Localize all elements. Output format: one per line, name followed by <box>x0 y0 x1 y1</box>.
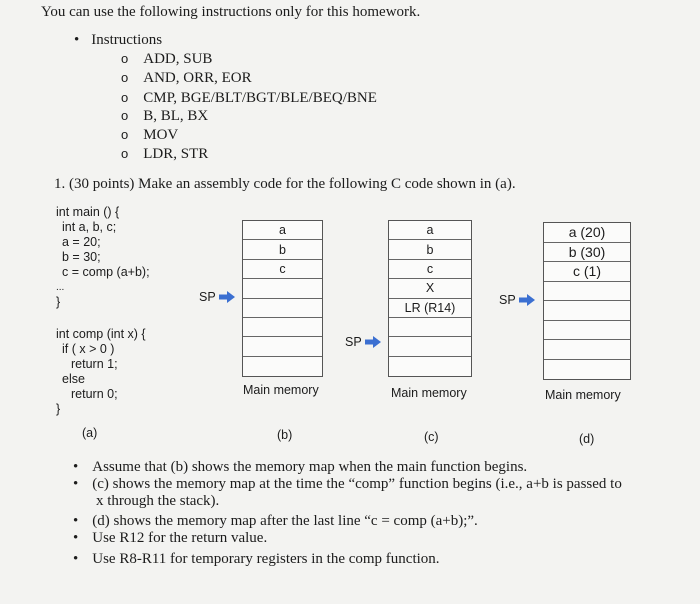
memory-cell: c (1) <box>544 262 630 282</box>
memory-cell: b (30) <box>544 243 630 263</box>
instruction-item: o ADD, SUB <box>121 51 213 67</box>
sp-pointer-b <box>199 290 235 304</box>
memory-cell: c <box>389 260 471 279</box>
question-text: 1. (30 points) Make an assembly code for the following C code shown in (a). <box>54 176 516 192</box>
intro-text: You can use the following instructions only for this homework. <box>41 4 421 20</box>
memory-cell <box>544 282 630 302</box>
code-main-line: } <box>56 295 61 309</box>
code-comp-line: } <box>56 402 61 416</box>
caption-b: (b) <box>277 428 293 442</box>
memory-cell <box>389 337 471 356</box>
note-item: • Use R12 for the return value. <box>73 530 267 547</box>
caption-d: (d) <box>579 432 595 446</box>
instruction-item: o AND, ORR, EOR <box>121 70 252 86</box>
memory-cell: a <box>243 221 322 240</box>
circle-bullet-icon: o <box>121 108 129 123</box>
instruction-item: o MOV <box>121 127 179 143</box>
memory-cell <box>243 279 322 298</box>
memory-cell: b <box>243 240 322 259</box>
memory-map-c <box>388 220 472 377</box>
memory-cell <box>389 357 471 376</box>
circle-bullet-icon: o <box>121 127 129 142</box>
memory-map-b <box>242 220 323 377</box>
arrow-right-icon <box>219 291 235 303</box>
memory-cell <box>243 337 322 356</box>
bullet-icon <box>73 530 78 546</box>
note-continuation: x through the stack). <box>96 493 220 509</box>
code-comp-line: return 0; <box>71 387 118 401</box>
code-main-line: ... <box>56 282 65 293</box>
circle-bullet-icon: o <box>121 90 129 105</box>
bullet-icon <box>74 32 79 48</box>
note-item: • (d) shows the memory map after the last line “c = comp (a+b);”. <box>73 513 478 530</box>
memory-cell <box>544 340 630 360</box>
code-main-line: int main () { <box>56 205 120 219</box>
memory-cell: a <box>389 221 471 240</box>
code-main-line: b = 30; <box>62 250 101 264</box>
memory-map-d <box>543 222 631 380</box>
sp-label: SP <box>199 290 216 304</box>
circle-bullet-icon: o <box>121 70 129 85</box>
memory-cell <box>389 318 471 337</box>
instruction-item: o B, BL, BX <box>121 108 209 124</box>
code-comp-line: else <box>62 372 85 386</box>
sp-label: SP <box>499 293 516 307</box>
memory-caption-c: Main memory <box>391 386 467 400</box>
memory-caption-b: Main memory <box>243 383 319 397</box>
memory-cell <box>544 301 630 321</box>
memory-cell: a (20) <box>544 223 630 243</box>
caption-c: (c) <box>424 430 439 444</box>
code-main-line: int a, b, c; <box>62 220 117 234</box>
memory-cell <box>544 321 630 341</box>
note-item: • Use R8-R11 for temporary registers in the comp function. <box>73 551 440 568</box>
bullet-icon <box>73 551 78 567</box>
instruction-item: o CMP, BGE/BLT/BGT/BLE/BEQ/BNE <box>121 90 377 106</box>
note-item: • Assume that (b) shows the memory map when the main function begins. <box>73 459 527 476</box>
code-main-line: c = comp (a+b); <box>62 265 150 279</box>
instruction-item: o LDR, STR <box>121 146 209 162</box>
memory-cell: b <box>389 240 471 259</box>
sp-label: SP <box>345 335 362 349</box>
memory-cell <box>243 357 322 376</box>
bullet-icon <box>73 513 78 529</box>
arrow-right-icon <box>365 336 381 348</box>
memory-cell: LR (R14) <box>389 299 471 318</box>
code-main-line: a = 20; <box>62 235 101 249</box>
bullet-icon <box>73 459 78 475</box>
sp-pointer-d <box>499 293 535 307</box>
memory-cell: c <box>243 260 322 279</box>
instructions-heading: • Instructions <box>74 32 162 49</box>
sp-pointer-c <box>345 335 381 349</box>
note-item: • (c) shows the memory map at the time the “comp” function begins (i.e., a+b is passed to <box>73 476 622 493</box>
code-comp-line: return 1; <box>71 357 118 371</box>
memory-cell <box>544 360 630 380</box>
memory-cell: X <box>389 279 471 298</box>
circle-bullet-icon: o <box>121 146 129 161</box>
caption-a: (a) <box>82 426 98 440</box>
circle-bullet-icon: o <box>121 51 129 66</box>
code-comp-line: int comp (int x) { <box>56 327 146 341</box>
arrow-right-icon <box>519 294 535 306</box>
memory-caption-d: Main memory <box>545 388 621 402</box>
code-comp-line: if ( x > 0 ) <box>62 342 115 356</box>
memory-cell <box>243 299 322 318</box>
bullet-icon <box>73 476 78 492</box>
memory-cell <box>243 318 322 337</box>
